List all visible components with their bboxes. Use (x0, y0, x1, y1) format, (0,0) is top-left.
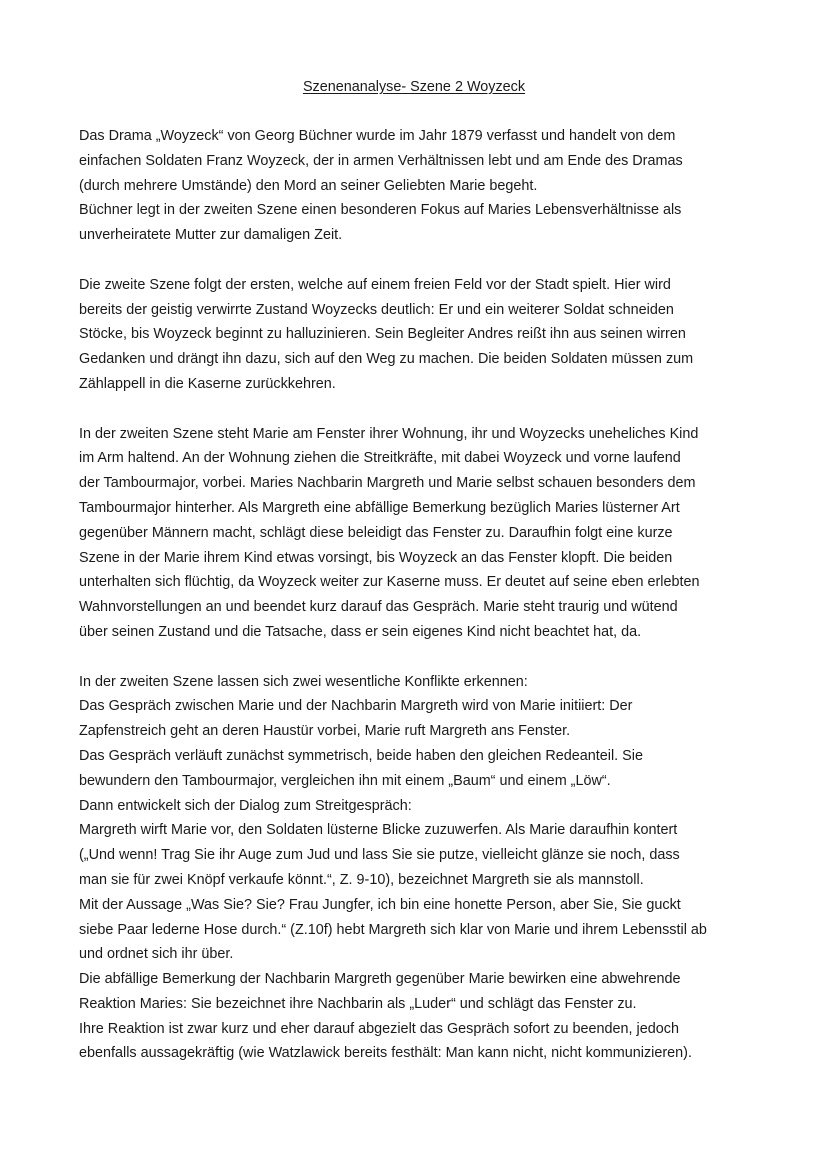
text-line: im Arm haltend. An der Wohnung ziehen die Streitkräfte, mit dabei Woyzeck und vorne laufend (79, 450, 681, 467)
text-line: In der zweiten Szene steht Marie am Fenster ihrer Wohnung, ihr und Woyzecks uneheliches Kind (79, 425, 699, 442)
text-line: Wahnvorstellungen an und beendet kurz darauf das Gespräch. Marie steht traurig und wütend (79, 599, 678, 616)
paragraph-introduction (79, 124, 779, 248)
text-line: Gedanken und drängt ihn dazu, sich auf den Weg zu machen. Die beiden Soldaten müssen zum (79, 351, 694, 368)
text-line: Ihre Reaktion ist zwar kurz und eher darauf abgezielt das Gespräch sofort zu beenden, jedoch (79, 1020, 679, 1037)
text-line: Büchner legt in der zweiten Szene einen besonderen Fokus auf Maries Lebensverhältnisse als (79, 202, 682, 219)
text-line: Stöcke, bis Woyzeck beginnt zu halluzinieren. Sein Begleiter Andres reißt ihn aus seinen wirren (79, 326, 686, 343)
text-line: über seinen Zustand und die Tatsache, dass er sein eigenes Kind nicht beachtet hat, da. (79, 623, 642, 640)
text-line: gegenüber Männern macht, schlägt diese beleidigt das Fenster zu. Daraufhin folgt eine kurze (79, 524, 673, 541)
text-line: einfachen Soldaten Franz Woyzeck, der in armen Verhältnissen lebt und am Ende des Dramas (79, 152, 683, 169)
text-line: Szene in der Marie ihrem Kind etwas vorsingt, bis Woyzeck an das Fenster klopft. Die beiden (79, 549, 673, 566)
text-line: Das Gespräch verläuft zunächst symmetrisch, beide haben den gleichen Redeanteil. Sie (79, 747, 643, 764)
text-line: unverheiratete Mutter zur damaligen Zeit. (79, 227, 343, 244)
paragraph-conflicts (79, 670, 779, 1067)
text-line: Das Gespräch zwischen Marie und der Nachbarin Margreth wird von Marie initiiert: Der (79, 698, 633, 715)
text-line: Mit der Aussage „Was Sie? Sie? Frau Jungfer, ich bin eine honette Person, aber Sie, Sie guckt (79, 896, 681, 913)
text-line: und ordnet sich ihr über. (79, 946, 234, 963)
paragraph-context (79, 273, 779, 397)
document-body (79, 124, 779, 1091)
text-line: Tambourmajor hinterher. Als Margreth eine abfällige Bemerkung bezüglich Maries lüsterner Art (79, 499, 680, 516)
text-line: In der zweiten Szene lassen sich zwei wesentliche Konflikte erkennen: (79, 673, 528, 690)
page-title: Szenenanalyse- Szene 2 Woyzeck (302, 79, 526, 95)
text-line: Die abfällige Bemerkung der Nachbarin Margreth gegenüber Marie bewirken eine abwehrende (79, 971, 681, 988)
text-line: Reaktion Maries: Sie bezeichnet ihre Nachbarin als „Luder“ und schlägt das Fenster zu. (79, 995, 637, 1012)
text-line: („Und wenn! Trag Sie ihr Auge zum Jud und lass Sie sie putze, vielleicht glänze sie noch, dass (79, 847, 680, 864)
text-line: man sie für zwei Knöpf verkaufe könnt.“, Z. 9-10), bezeichnet Margreth sie als mannstoll. (79, 871, 644, 888)
text-line: ebenfalls aussagekräftig (wie Watzlawick bereits festhält: Man kann nicht, nicht kommunizieren). (79, 1045, 692, 1062)
text-line: (durch mehrere Umstände) den Mord an seiner Geliebten Marie begeht. (79, 177, 538, 194)
paragraph-summary (79, 422, 779, 645)
text-line: Dann entwickelt sich der Dialog zum Streitgespräch: (79, 797, 412, 814)
text-line: Zählappell in die Kaserne zurückkehren. (79, 375, 336, 392)
text-line: unterhalten sich flüchtig, da Woyzeck weiter zur Kaserne muss. Er deutet auf seine eben erlebten (79, 574, 700, 591)
text-line: Margreth wirft Marie vor, den Soldaten lüsterne Blicke zuzuwerfen. Als Marie daraufhin kontert (79, 822, 678, 839)
text-line: der Tambourmajor, vorbei. Maries Nachbarin Margreth und Marie selbst schauen besonders dem (79, 475, 696, 492)
text-line: Zapfenstreich geht an deren Haustür vorbei, Marie ruft Margreth ans Fenster. (79, 723, 571, 740)
text-line: Das Drama „Woyzeck“ von Georg Büchner wurde im Jahr 1879 verfasst und handelt von dem (79, 128, 676, 144)
text-line: Die zweite Szene folgt der ersten, welche auf einem freien Feld vor der Stadt spielt. Hier wird (79, 276, 671, 293)
text-line: bewundern den Tambourmajor, vergleichen ihn mit einem „Baum“ und einem „Löw“. (79, 772, 611, 789)
text-line: bereits der geistig verwirrte Zustand Woyzecks deutlich: Er und ein weiterer Soldat schneiden (79, 301, 674, 318)
text-line: siebe Paar lederne Hose durch.“ (Z.10f) hebt Margreth sich klar von Marie und ihrem Lebensstil ab (79, 921, 707, 938)
